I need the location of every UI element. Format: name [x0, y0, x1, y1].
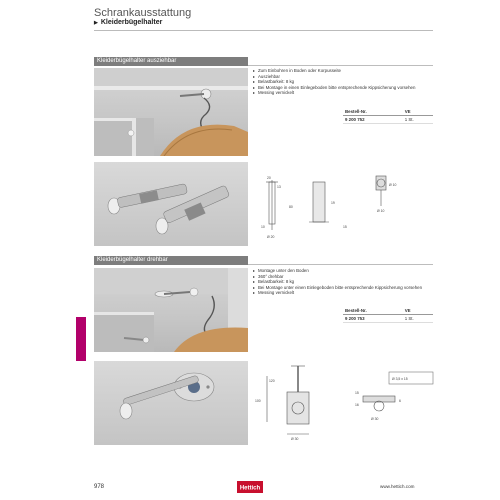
page-subtitle-text: Kleiderbügelhalter: [100, 19, 163, 26]
dimension-label: 19: [331, 201, 335, 205]
product-photo-drehbar: [94, 268, 248, 352]
page-subtitle: [94, 19, 162, 26]
hanger-holder-illustration: [94, 162, 248, 246]
dimension-label: 13: [277, 185, 281, 189]
list-item: ▸ Montage unter den Boden: [253, 268, 433, 274]
technical-drawing-ausziehbar: [253, 172, 435, 242]
section-divider: [248, 264, 433, 265]
list-item: ▸ Zum Einbohren in Boden oder Korpusseite: [253, 68, 433, 74]
dimension-label: Ø 10: [377, 209, 385, 213]
order-number: 9 200 753: [343, 315, 403, 323]
logo-text: Hettich: [239, 485, 261, 492]
list-item: ▸ Bei Montage unter einen Einlegeboden bitte entsprechende Kippsicherung vorsehen: [253, 285, 433, 291]
product-detail-photo-drehbar: [94, 361, 248, 445]
arrow-right-icon: ▶: [94, 20, 98, 26]
hettich-logo: [237, 480, 263, 492]
dimension-label: 16: [355, 403, 359, 407]
feature-list-drehbar: [253, 268, 433, 296]
wardrobe-illustration: [94, 68, 248, 156]
dimension-label: Ø 3,5 x 15: [392, 377, 408, 381]
order-table-drehbar: [343, 307, 433, 323]
page-title: Schrankausstattung: [94, 7, 192, 19]
table-header-order-number: Bestell-Nr.: [343, 108, 403, 116]
chapter-tab: [76, 317, 86, 361]
product-photo-ausziehbar: [94, 68, 248, 156]
list-item: ▸ Ausziehbar: [253, 74, 433, 80]
dimension-label: 100: [255, 399, 261, 403]
dimension-drawing: [253, 172, 435, 242]
table-row: [343, 116, 433, 124]
unit: 1 St.: [403, 315, 433, 323]
dimension-label: Ø 30: [291, 437, 299, 441]
list-item: ▸ Messing vernickelt: [253, 90, 433, 96]
dimension-label: 15: [355, 391, 359, 395]
table-header-unit: VE: [403, 108, 433, 116]
list-item: ▸ Bei Montage in einen Einlegeboden bitte entsprechende Kippsicherung vorsehen: [253, 85, 433, 91]
table-header-order-number: Bestell-Nr.: [343, 307, 403, 315]
list-item: ▸ Belastbarkeit: 8 kg: [253, 79, 433, 85]
dimension-label: Ø 10: [389, 183, 397, 187]
dimension-drawing: [253, 362, 435, 442]
dimension-label: 80: [289, 205, 293, 209]
dimension-label: Ø 20: [267, 235, 275, 239]
wardrobe-illustration: [94, 268, 248, 352]
dimension-label: 10: [261, 225, 265, 229]
list-item: ▸ Messing vernickelt: [253, 290, 433, 296]
feature-list-ausziehbar: [253, 68, 433, 96]
section-title-ausziehbar: Kleiderbügelhalter ausziehbar: [94, 57, 248, 66]
list-item: ▸ 360° drehbar: [253, 274, 433, 280]
section-divider: [248, 65, 433, 66]
dimension-label: 6: [399, 399, 401, 403]
section-title-drehbar: Kleiderbügelhalter drehbar: [94, 256, 248, 265]
order-number: 9 200 752: [343, 116, 403, 124]
header-divider: [94, 30, 433, 31]
technical-drawing-drehbar: [253, 362, 435, 442]
page-number: 978: [94, 484, 105, 490]
product-detail-photo-ausziehbar: [94, 162, 248, 246]
table-header-unit: VE: [403, 307, 433, 315]
rotating-hanger-illustration: [94, 361, 248, 445]
list-item: ▸ Belastbarkeit: 8 kg: [253, 279, 433, 285]
dimension-label: Ø 30: [371, 417, 379, 421]
website-url: www.hettich.com: [380, 484, 415, 489]
hettich-logo-icon: [237, 481, 263, 493]
dimension-label: 120: [269, 379, 275, 383]
order-table-ausziehbar: [343, 108, 433, 124]
dimension-label: 20: [267, 176, 271, 180]
dimension-label: 15: [343, 225, 347, 229]
table-row: [343, 315, 433, 323]
unit: 1 St.: [403, 116, 433, 124]
